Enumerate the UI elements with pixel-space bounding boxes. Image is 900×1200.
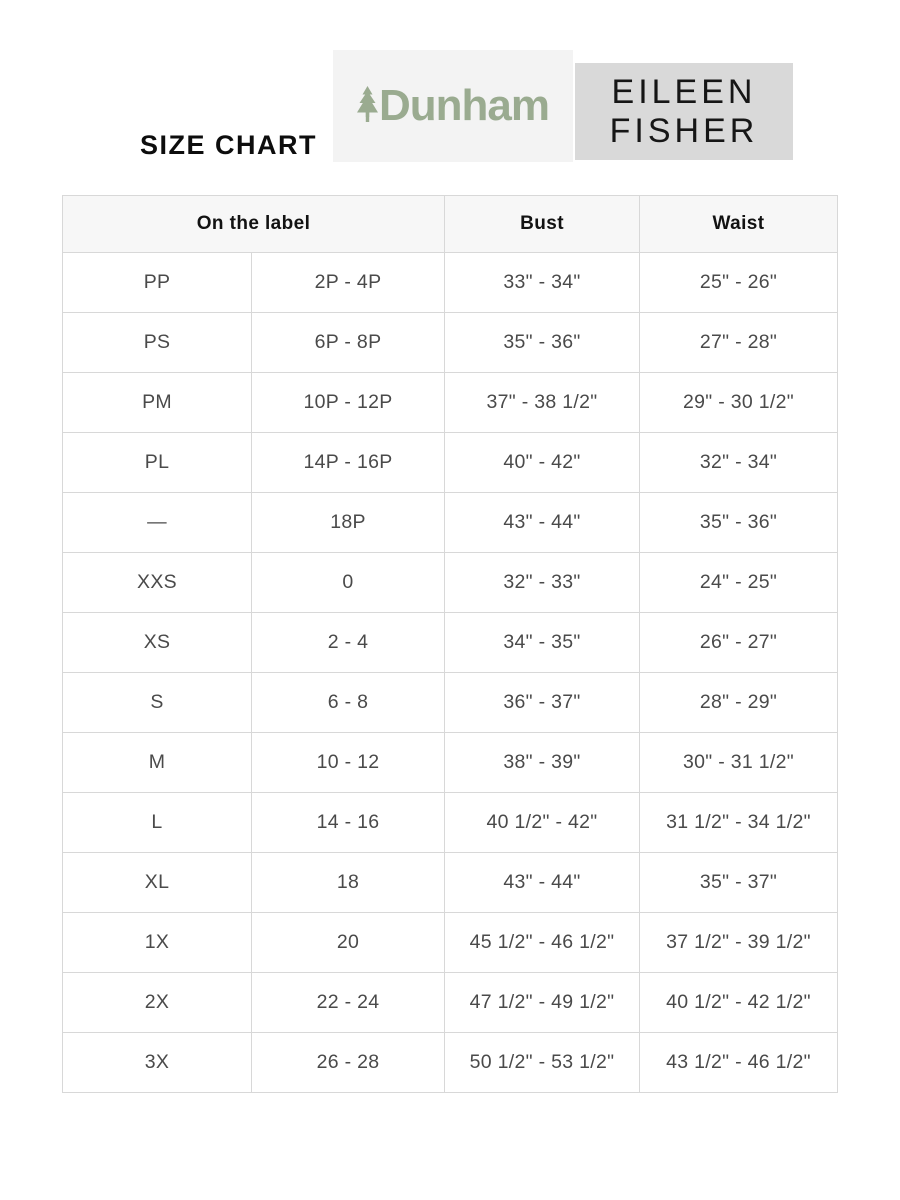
cell-bust: 43" - 44" [445, 853, 640, 913]
cell-waist: 25" - 26" [640, 253, 838, 313]
cell-waist: 35" - 36" [640, 493, 838, 553]
cell-waist: 32" - 34" [640, 433, 838, 493]
cell-size-code: XS [63, 613, 252, 673]
cell-size-range: 14 - 16 [252, 793, 445, 853]
size-table [62, 195, 838, 1093]
cell-waist: 37 1/2" - 39 1/2" [640, 913, 838, 973]
eileen-fisher-wordmark-line2: FISHER [609, 111, 759, 150]
cell-bust: 45 1/2" - 46 1/2" [445, 913, 640, 973]
cell-size-code: XL [63, 853, 252, 913]
eileen-fisher-wordmark-line1: EILEEN [611, 73, 757, 112]
cell-size-code: PL [63, 433, 252, 493]
table-row [63, 373, 838, 433]
table-row [63, 913, 838, 973]
cell-size-range: 18 [252, 853, 445, 913]
table-row [63, 853, 838, 913]
table-row [63, 433, 838, 493]
table-row [63, 793, 838, 853]
cell-size-range: 20 [252, 913, 445, 973]
cell-size-range: 10P - 12P [252, 373, 445, 433]
cell-waist: 27" - 28" [640, 313, 838, 373]
cell-waist: 31 1/2" - 34 1/2" [640, 793, 838, 853]
pine-tree-icon [357, 86, 378, 122]
cell-waist: 30" - 31 1/2" [640, 733, 838, 793]
cell-bust: 36" - 37" [445, 673, 640, 733]
cell-size-code: L [63, 793, 252, 853]
cell-bust: 33" - 34" [445, 253, 640, 313]
cell-size-range: 18P [252, 493, 445, 553]
cell-bust: 32" - 33" [445, 553, 640, 613]
table-row [63, 313, 838, 373]
header-on-the-label: On the label [63, 196, 445, 253]
cell-size-range: 2 - 4 [252, 613, 445, 673]
dunham-logo [357, 81, 549, 131]
table-row [63, 493, 838, 553]
cell-size-code: 2X [63, 973, 252, 1033]
table-row [63, 1033, 838, 1093]
cell-bust: 35" - 36" [445, 313, 640, 373]
cell-size-code: M [63, 733, 252, 793]
cell-bust: 38" - 39" [445, 733, 640, 793]
cell-size-range: 22 - 24 [252, 973, 445, 1033]
header-waist: Waist [640, 196, 838, 253]
cell-size-range: 26 - 28 [252, 1033, 445, 1093]
cell-size-range: 2P - 4P [252, 253, 445, 313]
cell-bust: 47 1/2" - 49 1/2" [445, 973, 640, 1033]
cell-waist: 29" - 30 1/2" [640, 373, 838, 433]
size-table-header-row [63, 196, 838, 253]
cell-size-code: S [63, 673, 252, 733]
size-table-body [63, 253, 838, 1093]
cell-bust: 43" - 44" [445, 493, 640, 553]
dunham-wordmark: Dunham [379, 81, 549, 130]
cell-bust: 40 1/2" - 42" [445, 793, 640, 853]
cell-waist: 26" - 27" [640, 613, 838, 673]
cell-waist: 43 1/2" - 46 1/2" [640, 1033, 838, 1093]
table-row [63, 733, 838, 793]
cell-waist: 40 1/2" - 42 1/2" [640, 973, 838, 1033]
cell-size-range: 0 [252, 553, 445, 613]
cell-size-code: PS [63, 313, 252, 373]
cell-size-range: 10 - 12 [252, 733, 445, 793]
dunham-logo-box [333, 50, 573, 162]
cell-size-range: 6P - 8P [252, 313, 445, 373]
table-row [63, 253, 838, 313]
table-row [63, 553, 838, 613]
eileen-fisher-logo-box [575, 63, 793, 160]
cell-waist: 24" - 25" [640, 553, 838, 613]
cell-bust: 50 1/2" - 53 1/2" [445, 1033, 640, 1093]
cell-size-code: — [63, 493, 252, 553]
cell-size-range: 14P - 16P [252, 433, 445, 493]
cell-size-code: PM [63, 373, 252, 433]
cell-size-code: XXS [63, 553, 252, 613]
page-title: SIZE CHART [140, 130, 317, 160]
table-row [63, 973, 838, 1033]
table-row [63, 673, 838, 733]
cell-bust: 40" - 42" [445, 433, 640, 493]
cell-bust: 34" - 35" [445, 613, 640, 673]
cell-size-code: PP [63, 253, 252, 313]
cell-size-code: 1X [63, 913, 252, 973]
table-row [63, 613, 838, 673]
cell-size-code: 3X [63, 1033, 252, 1093]
cell-waist: 28" - 29" [640, 673, 838, 733]
header-bust: Bust [445, 196, 640, 253]
cell-waist: 35" - 37" [640, 853, 838, 913]
cell-bust: 37" - 38 1/2" [445, 373, 640, 433]
cell-size-range: 6 - 8 [252, 673, 445, 733]
